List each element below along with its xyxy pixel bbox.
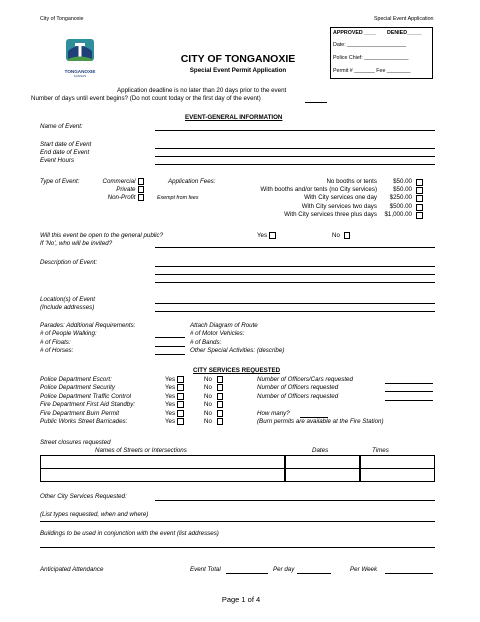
service-no-0[interactable] [204,376,223,383]
public-yes[interactable] [257,232,276,239]
service-note-4: How many? [257,410,290,417]
nonprofit-checkbox[interactable] [138,194,145,201]
service-label-0: Police Department Escort: [40,376,112,383]
fee-checkbox-0[interactable] [416,179,423,186]
service-no-4[interactable] [204,410,223,417]
closures-table [40,455,435,482]
services-heading: CITY SERVICES REQUESTED [193,367,281,374]
service-yes-checkbox[interactable] [177,384,184,391]
closures-col-times: Times [372,447,389,454]
service-label-4: Fire Department Burn Permit [40,410,120,417]
commercial-checkbox[interactable] [138,178,145,185]
service-yes-0[interactable] [165,376,184,383]
police-chief-field[interactable]: Police Chief: _______________ [333,55,409,61]
service-no-2[interactable] [204,393,223,400]
other-services-input-2[interactable] [40,521,435,522]
location-sublabel: (Include addresses) [40,304,95,311]
yes-label: Yes [165,418,176,425]
service-yes-checkbox[interactable] [177,410,184,417]
description-input-3[interactable] [155,282,435,283]
invited-input[interactable] [155,247,435,248]
location-label: Location(s) of Event [40,296,96,303]
other-services-input-1[interactable] [155,500,435,501]
service-yes-1[interactable] [165,384,184,391]
burn-permits-count-input[interactable] [300,417,328,418]
service-note-5: (Burn permits are available at the Fire Station) [257,418,384,425]
service-no-checkbox[interactable] [217,376,224,383]
attendance-label: Anticipated Attendance [40,566,104,573]
header-form-name: Special Event Application [374,16,434,22]
closure-times-cell-1[interactable] [360,455,435,469]
private-checkbox[interactable] [138,186,145,193]
service-note-2: Number of Officers requested [257,393,339,400]
attendance-per-week-label: Per Week [350,566,378,573]
page-number: Page 1 of 4 [221,595,261,604]
no-label: No [204,376,212,383]
buildings-input[interactable] [40,547,435,548]
buildings-label: Buildings to be used in conjunction with the event (list addresses) [40,530,219,537]
service-yes-checkbox[interactable] [177,393,184,400]
public-no[interactable] [332,232,350,239]
closures-col-names: Names of Streets or Intersections [95,447,187,454]
commercial-label: Commercial [102,178,136,185]
fees-label: Application Fees: [168,178,216,185]
public-yes-label: Yes [257,232,268,239]
yes-label: Yes [165,393,176,400]
officers-traffic-input[interactable] [385,400,433,401]
days-until-question: Number of days until event begins? (Do not count today or the first day of the event) [31,95,261,102]
people-walking-label: # of People Walking: [40,330,97,337]
fee-amount-1: $50.00 [393,186,412,193]
fee-checkbox-2[interactable] [416,195,423,202]
no-label: No [204,393,212,400]
motor-vehicles-label: # of Motor Vehicles: [190,330,245,337]
event-type-label: Type of Event: [40,178,80,185]
approved-field[interactable]: APPROVED ____ [333,30,376,36]
yes-label: Yes [165,384,176,391]
fee-amount-3: $500.00 [389,203,412,210]
days-until-input[interactable] [305,102,327,103]
event-hours-input[interactable] [155,164,435,165]
service-note-0: Number of Officers/Cars requested [257,376,353,383]
fee-checkbox-4[interactable] [416,212,423,219]
fee-desc-2: With City services one day [304,194,377,201]
location-input-2[interactable] [155,311,435,312]
closure-times-cell-2[interactable] [360,468,435,482]
service-yes-3[interactable] [165,401,184,408]
type-nonprofit[interactable] [80,194,144,201]
fee-checkbox-1[interactable] [416,187,423,194]
page-title: CITY OF TONGANOXIE [180,53,296,65]
office-approval-box [330,27,433,79]
description-label: Description of Event: [40,259,98,266]
closure-dates-cell-2[interactable] [285,468,360,482]
service-no-checkbox[interactable] [217,393,224,400]
denied-field[interactable]: DENIED_____ [387,30,422,36]
general-heading: EVENT-GENERAL INFORMATION [185,114,283,121]
other-services-label: Other City Services Requested: [40,493,127,500]
exempt-note: Exempt from fees [157,195,199,201]
yes-label: Yes [165,376,176,383]
invited-label: If 'No', who will be invited? [40,240,113,247]
service-label-2: Police Department Traffic Control [40,393,132,400]
service-yes-4[interactable] [165,410,184,417]
horses-input[interactable] [155,354,185,355]
service-no-5[interactable] [204,418,223,425]
end-date-label: End date of Event [40,149,90,156]
fee-amount-2: $250.00 [389,194,412,201]
private-label: Private [116,186,136,193]
other-services-sublabel: (List types requested, when and where) [40,511,149,518]
end-date-input[interactable] [155,156,435,157]
approval-date-field[interactable]: Date: ____________________ [333,42,407,48]
fee-desc-1: With booths and/or tents (no City services) [260,186,377,193]
type-private[interactable] [80,186,144,193]
service-label-3: Fire Department First Aid Standby: [40,401,136,408]
public-no-checkbox[interactable] [344,232,351,239]
officers-security-input[interactable] [385,391,433,392]
service-yes-2[interactable] [165,393,184,400]
service-label-5: Public Works Street Barricades: [40,418,128,425]
bands-label: # of Bands: [190,339,222,346]
event-name-label: Name of Event: [40,123,83,130]
public-no-label: No [332,232,340,239]
yes-label: Yes [165,401,176,408]
service-yes-checkbox[interactable] [177,401,184,408]
service-no-checkbox[interactable] [217,418,224,425]
service-no-checkbox[interactable] [217,384,224,391]
fee-desc-3: With City services two days [301,203,377,210]
attendance-per-day-input[interactable] [297,573,331,574]
event-name-input[interactable] [155,130,435,131]
closures-label: Street closures requested [40,439,111,446]
fee-amount-4: $1,000.00 [384,211,412,218]
description-input-2[interactable] [155,274,435,275]
closures-col-dates: Dates [312,447,329,454]
floats-input[interactable] [155,346,185,347]
service-no-1[interactable] [204,384,223,391]
public-yes-checkbox[interactable] [269,232,276,239]
people-walking-input[interactable] [155,337,185,338]
no-label: No [204,401,212,408]
fee-checkbox-3[interactable] [416,204,423,211]
route-diagram-label: Attach Diagram of Route [190,322,258,329]
header-city: City of Tonganoxie [40,16,84,22]
floats-label: # of Floats: [40,339,71,346]
horses-label: # of Horses: [40,347,74,354]
service-yes-checkbox[interactable] [177,418,184,425]
public-question: Will this event be open to the general public? [40,232,164,239]
attendance-per-day-label: Per day [273,566,295,573]
service-no-checkbox[interactable] [217,401,224,408]
parades-label: Parades: Additional Requirements: [40,322,136,329]
fee-desc-4: With City services three plus days [284,211,377,218]
description-input-1[interactable] [155,266,435,267]
permit-fee-field[interactable]: Permit # _______ Fee ________ [333,68,411,74]
service-note-1: Number of Officers requested [257,384,339,391]
fee-amount-0: $50.00 [393,178,412,185]
no-label: No [204,384,212,391]
closure-street-cell-2[interactable] [40,468,285,482]
type-commercial[interactable] [80,178,144,185]
service-label-1: Police Department Security [40,384,115,391]
logo-word: TONGANOXIE [64,69,96,74]
attendance-per-week-input[interactable] [385,573,433,574]
service-no-checkbox[interactable] [217,410,224,417]
event-hours-label: Event Hours [40,157,75,164]
service-yes-5[interactable] [165,418,184,425]
logo-sub: KANSAS [73,74,87,78]
nonprofit-label: Non-Profit [107,194,136,201]
attendance-total-label: Event Total [190,566,221,573]
no-label: No [204,410,212,417]
officers-escort-input[interactable] [385,383,433,384]
page-subtitle: Special Event Permit Application [189,67,287,74]
no-label: No [204,418,212,425]
closure-street-cell-1[interactable] [40,455,285,469]
other-activities-label: Other Special Activities: (describe) [190,347,285,354]
start-date-label: Start date of Event [40,141,92,148]
fee-desc-0: No booths or tents [326,178,377,185]
yes-label: Yes [165,410,176,417]
closure-dates-cell-1[interactable] [285,455,360,469]
service-yes-checkbox[interactable] [177,376,184,383]
deadline-note: Application deadline is no later than 20 days prior to the event [117,87,287,94]
attendance-total-input[interactable] [226,573,268,574]
location-input-1[interactable] [155,303,435,304]
start-date-input[interactable] [155,148,435,149]
service-no-3[interactable] [204,401,223,408]
